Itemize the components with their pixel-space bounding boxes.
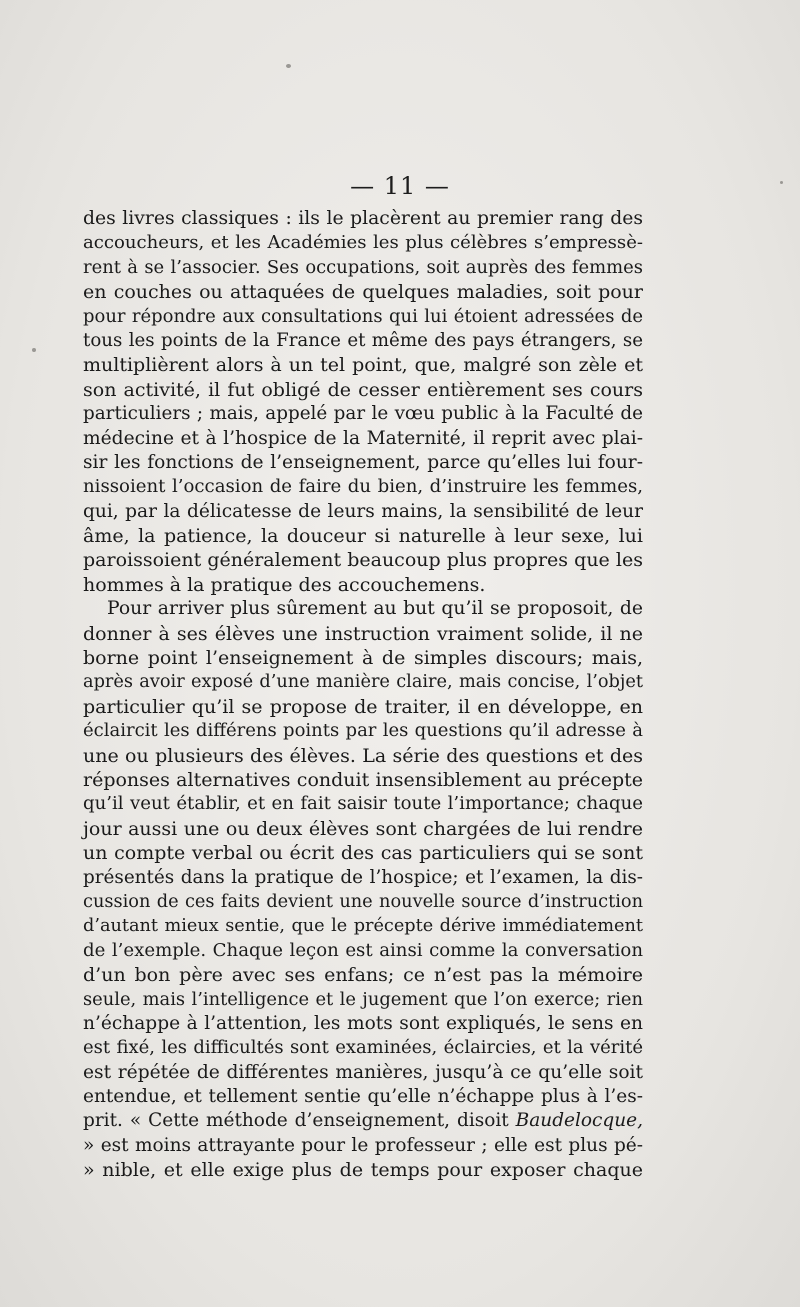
quote-line: » nible, et elle exige plus de temps pour exposer chaque (83, 1159, 643, 1182)
text-line: sir les fonctions de l’enseignement, parce qu’elles lui four- (83, 451, 643, 473)
text-line: est fixé, les difficultés sont examinées, éclaircies, et la vérité (83, 1037, 643, 1059)
text-line: pour répondre aux consultations qui lui étoient adressées de (83, 305, 643, 327)
text-line: jour aussi une ou deux élèves sont chargées de lui rendre (83, 817, 643, 840)
paragraph (83, 207, 643, 597)
text-line: rent à se l’associer. Ses occupations, soit auprès des femmes (83, 256, 643, 278)
paper-speck (286, 64, 291, 68)
text-line: âme, la patience, la douceur si naturelle à leur sexe, lui (83, 525, 643, 548)
text-line: des livres classiques : ils le placèrent au premier rang des (83, 208, 643, 229)
text-line: multiplièrent alors à un tel point, que, malgré son zèle et (83, 354, 643, 377)
text-line: paroissoient généralement beaucoup plus propres que les (83, 549, 643, 572)
text-line: particulier qu’il se propose de traiter, il en développe, en (83, 695, 643, 718)
body-text (83, 207, 643, 1183)
text-line: éclaircit les différens points par les questions qu’il adresse à (83, 720, 643, 742)
text-line: d’un bon père avec ses enfans; ce n’est pas la mémoire (83, 964, 643, 987)
text-line: en couches ou attaquées de quelques maladies, soit pour (83, 281, 643, 304)
text-line: cussion de ces faits devient une nouvelle source d’instruction (83, 891, 643, 912)
quote-author: Baudelocque, (515, 1110, 643, 1132)
text-line: une ou plusieurs des élèves. La série des questions et des (83, 744, 643, 767)
text-line: n’échappe à l’attention, les mots sont expliqués, le sens en (83, 1012, 643, 1034)
text-line: Pour arriver plus sûrement au but qu’il se proposoit, de (107, 598, 643, 620)
text-line: un compte verbal ou écrit des cas particuliers qui se sont (83, 842, 643, 865)
page-number: — 11 — (350, 172, 450, 200)
quote-line (83, 1109, 643, 1133)
text-line: qui, par la délicatesse de leurs mains, la sensibilité de leur (83, 500, 643, 522)
text-line: de l’exemple. Chaque leçon est ainsi comme la conversation (83, 939, 643, 961)
text-line: médecine et à l’hospice de la Maternité, il reprit avec plai- (83, 427, 643, 449)
text-line: nissoient l’occasion de faire du bien, d’instruire les femmes, (83, 476, 643, 498)
text-line: entendue, et tellement sentie qu’elle n’échappe plus à l’es- (83, 1086, 643, 1108)
text-line: accoucheurs, et les Académies les plus célèbres s’empressè- (83, 232, 643, 254)
quote-line: » est moins attrayante pour le professeur ; elle est plus pé- (83, 1134, 643, 1156)
text-line: qu’il veut établir, et en fait saisir toute l’importance; chaque (83, 793, 643, 815)
text-line: donner à ses élèves une instruction vraiment solide, il ne (83, 622, 643, 645)
text-line: son activité, il fut obligé de cesser entièrement ses cours (83, 378, 643, 401)
text-line: d’autant mieux sentie, que le précepte dérive immédiatement (83, 916, 643, 937)
text-line: tous les points de la France et même des pays étrangers, se (83, 329, 643, 351)
paper-speck (32, 348, 36, 352)
text-line: réponses alternatives conduit insensiblement au précepte (83, 768, 643, 791)
text-line: seule, mais l’intelligence et le jugement que l’on exerce; rien (83, 988, 643, 1010)
text-line: particuliers ; mais, appelé par le vœu public à la Faculté de (83, 403, 643, 425)
text-line: après avoir exposé d’une manière claire, mais concise, l’objet (83, 672, 643, 693)
quote-text: prit. « Cette méthode d’enseignement, disoit (83, 1110, 516, 1132)
paragraph (83, 597, 643, 1182)
text-line: est répétée de différentes manières, jusqu’à ce qu’elle soit (83, 1061, 643, 1083)
text-line: hommes à la pratique des accouchemens. (83, 573, 486, 596)
text-line: présentés dans la pratique de l’hospice; et l’examen, la dis- (83, 866, 643, 888)
text-line: borne point l’enseignement à de simples discours; mais, (83, 647, 643, 670)
